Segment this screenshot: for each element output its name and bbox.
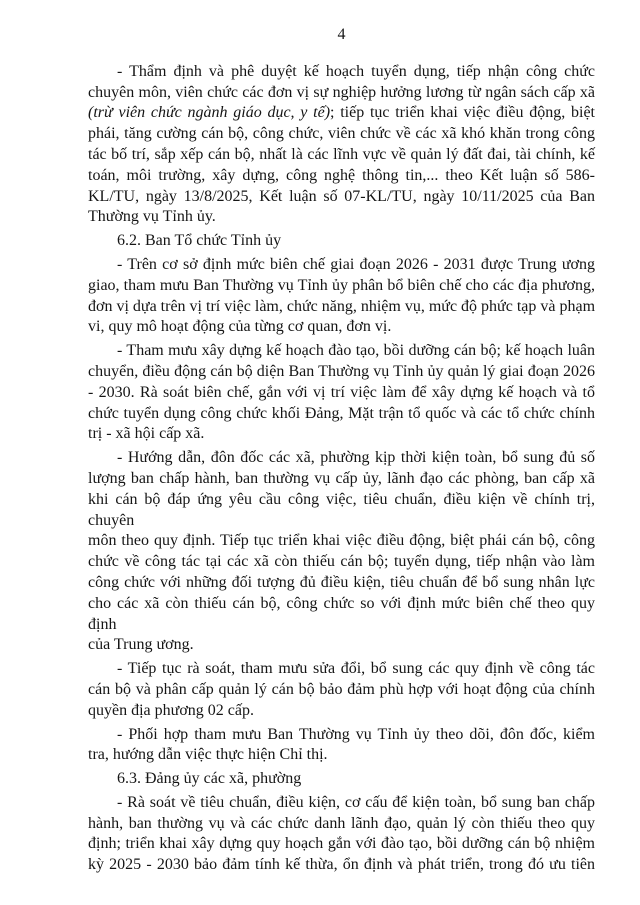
text-segment: chức tuyển dụng công chức khối Đảng, Mặt trận tổ quốc và các tổ chức chính	[88, 404, 595, 422]
text-line	[88, 83, 595, 104]
text-segment: - Hướng dẫn, đôn đốc các xã, phường kịp thời kiện toàn, bổ sung đủ số	[117, 449, 595, 467]
text-line	[88, 552, 595, 573]
text-segment: - Tham mưu xây dựng kế hoạch đào tạo, bồi dưỡng cán bộ; kế hoạch luân	[117, 342, 595, 360]
text-segment: giao, tham mưu Ban Thường vụ Tỉnh ủy phân bổ biên chế cho các địa phương,	[88, 276, 595, 294]
text-line	[88, 255, 595, 276]
italic-text-segment: (trừ viên chức ngành giáo dục, y tế)	[88, 104, 331, 122]
paragraph	[88, 255, 595, 338]
text-segment: tra, hướng dẫn việc thực hiện Chỉ thị.	[88, 746, 328, 764]
text-line	[88, 297, 595, 318]
text-line	[88, 635, 595, 656]
text-segment: - Phối hợp tham mưu Ban Thường vụ Tỉnh ủy theo dõi, đôn đốc, kiểm	[117, 725, 595, 743]
text-segment: chức về công tác tại các xã còn thiếu cán bộ; tuyển dụng, tiếp nhận vào làm	[88, 553, 595, 571]
text-segment: ; tiếp tục triển khai việc điều động, biệt	[330, 104, 596, 122]
document-body	[88, 62, 595, 876]
paragraph	[88, 725, 595, 767]
text-segment: hành, ban thường vụ và các chức danh lãnh đạo, quản lý còn thiếu theo quy	[88, 814, 595, 832]
text-segment: toán, môi trường, xây dựng, công nghệ thông tin,... theo Kết luận số 586-	[88, 166, 595, 184]
text-line	[88, 383, 595, 404]
page-number: 4	[337, 26, 346, 43]
text-segment: kỳ 2025 - 2030 bảo đảm tính kế thừa, ổn định và phát triển, trong đó ưu tiên	[88, 856, 595, 874]
paragraph	[88, 659, 595, 721]
text-line	[88, 469, 595, 490]
text-line	[88, 834, 595, 855]
document-page	[88, 0, 595, 876]
text-segment: - 2030. Rà soát biên chế, gắn với vị trí việc làm để xây dựng kế hoạch và tổ	[88, 383, 595, 401]
text-line	[88, 594, 595, 636]
text-segment: định; triển khai xây dựng quy hoạch gắn với đào tạo, bồi dưỡng cán bộ nhiệm	[88, 835, 595, 853]
text-segment: - Tiếp tục rà soát, tham mưu sửa đổi, bổ sung các quy định về công tác	[117, 660, 595, 678]
text-line	[88, 701, 595, 722]
text-line	[88, 207, 595, 228]
text-line	[88, 424, 595, 445]
text-line	[88, 490, 595, 532]
text-segment: trị - xã hội cấp xã.	[88, 425, 205, 443]
text-segment: khi cán bộ đáp ứng yêu cầu công việc, tiêu chuẩn, điều kiện về chính trị, chuyên	[88, 490, 595, 529]
text-segment: phái, tăng cường cán bộ, công chức, viên chức về các xã khó khăn trong công	[88, 125, 595, 143]
text-line	[88, 124, 595, 145]
text-line	[88, 573, 595, 594]
text-segment: - Rà soát về tiêu chuẩn, điều kiện, cơ cấu để kiện toàn, bổ sung ban chấp	[117, 793, 595, 811]
text-line	[88, 187, 595, 208]
text-line	[88, 362, 595, 383]
text-line	[88, 145, 595, 166]
text-segment: KL/TU, ngày 13/8/2025, Kết luận số 07-KL/TU, ngày 10/11/2025 của Ban	[88, 187, 595, 205]
text-line	[88, 404, 595, 425]
section-heading	[88, 231, 595, 252]
paragraph	[88, 62, 595, 228]
text-line	[88, 814, 595, 835]
text-segment: - Thẩm định và phê duyệt kế hoạch tuyển dụng, tiếp nhận công chức	[117, 62, 595, 80]
text-line	[88, 793, 595, 814]
text-segment: quyền địa phương 02 cấp.	[88, 701, 254, 719]
text-line	[88, 276, 595, 297]
text-segment: chuyển, điều động cán bộ diện Ban Thường vụ Tỉnh ủy quản lý giai đoạn 2026	[88, 362, 595, 380]
text-line	[88, 659, 595, 680]
text-line	[88, 745, 595, 766]
text-line	[88, 448, 595, 469]
text-segment: chuyên môn, viên chức các đơn vị sự nghiệp hưởng lương từ ngân sách cấp xã	[88, 83, 595, 101]
text-line	[88, 166, 595, 187]
text-line	[88, 725, 595, 746]
text-segment: tác bố trí, sắp xếp cán bộ, nhất là các lĩnh vực về quản lý đất đai, tài chính, kế	[88, 145, 595, 163]
text-segment: công chức với những đối tượng đủ điều kiện, tiêu chuẩn để bổ sung nhân lực	[88, 573, 595, 591]
text-line	[88, 103, 595, 124]
paragraph	[88, 793, 595, 876]
text-segment: 6.2. Ban Tổ chức Tỉnh ủy	[117, 232, 282, 250]
text-line	[88, 680, 595, 701]
text-line	[88, 341, 595, 362]
text-segment: vi, quy mô hoạt động của từng cơ quan, đơn vị.	[88, 318, 392, 336]
text-segment: lượng ban chấp hành, ban thường vụ cấp ủy, lãnh đạo các phòng, ban cấp xã	[88, 469, 595, 487]
text-segment: cho các xã còn thiếu cán bộ, công chức so với định mức biên chế theo quy định	[88, 594, 595, 633]
section-heading	[88, 769, 595, 790]
text-line	[88, 317, 595, 338]
paragraph	[88, 341, 595, 445]
text-line	[88, 531, 595, 552]
text-line	[88, 769, 595, 790]
text-segment: Thường vụ Tỉnh ủy.	[88, 208, 216, 226]
text-line	[88, 231, 595, 252]
text-segment: của Trung ương.	[88, 636, 194, 654]
text-segment: 6.3. Đảng ủy các xã, phường	[117, 770, 302, 788]
paragraph	[88, 448, 595, 656]
text-segment: đơn vị dựa trên vị trí việc làm, chức năng, nhiệm vụ, mức độ phức tạp và phạm	[88, 297, 596, 315]
text-segment: cán bộ và phân cấp quản lý cán bộ bảo đảm phù hợp với hoạt động của chính	[88, 680, 595, 698]
text-line	[88, 855, 595, 876]
text-segment: - Trên cơ sở định mức biên chế giai đoạn 2026 - 2031 được Trung ương	[117, 255, 595, 273]
text-line	[88, 62, 595, 83]
text-segment: môn theo quy định. Tiếp tục triển khai việc điều động, biệt phái cán bộ, công	[88, 532, 595, 550]
